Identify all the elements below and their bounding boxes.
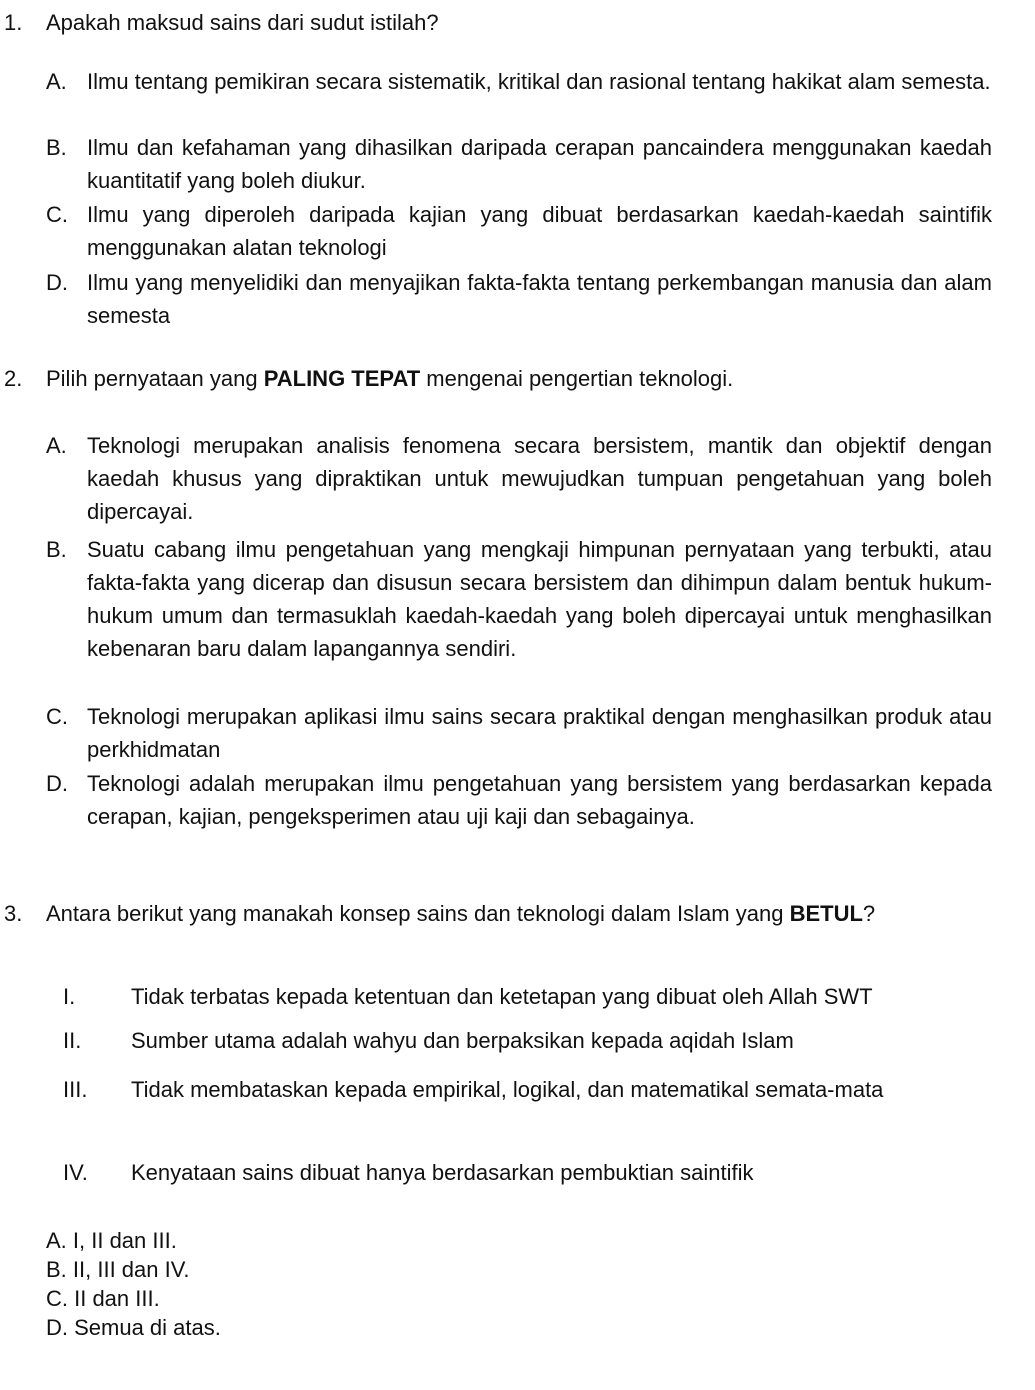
option-text: Teknologi merupakan analisis fenomena secara bersistem, mantik dan objektif dengan kaedah khusus yang dipraktikan untuk mewujudkan tumpuan pengetahuan yang boleh dipercayai. <box>87 433 992 524</box>
question-emphasis: PALING TEPAT <box>263 366 421 391</box>
statement-iv <box>63 1156 993 1189</box>
option-letter: A. <box>46 69 67 94</box>
option-text: Ilmu yang diperoleh daripada kajian yang dibuat berdasarkan kaedah-kaedah saintifik menggunakan alatan teknologi <box>87 202 992 260</box>
question-text <box>46 362 994 395</box>
statement-i <box>63 980 993 1013</box>
question-2 <box>4 362 994 395</box>
question-text-part: Antara berikut yang manakah konsep sains dan teknologi dalam Islam yang <box>46 901 784 926</box>
q1-option-a <box>46 65 992 98</box>
q2-option-d <box>46 767 992 833</box>
question-text <box>46 891 994 936</box>
statement-numeral: III. <box>63 1077 88 1102</box>
q2-option-a <box>46 429 992 528</box>
statement-text: Kenyataan sains dibuat hanya berdasarkan pembuktian saintifik <box>131 1160 754 1185</box>
question-number: 3. <box>4 901 23 926</box>
option-letter: B. <box>46 135 67 160</box>
answer-b: B. II, III dan IV. <box>46 1257 190 1282</box>
q2-option-c <box>46 700 992 766</box>
question-3 <box>4 891 994 936</box>
option-letter: D. <box>46 771 68 796</box>
option-text: Ilmu dan kefahaman yang dihasilkan daripada cerapan pancaindera menggunakan kaedah kuantitatif yang boleh diukur. <box>87 135 992 193</box>
statement-text: Sumber utama adalah wahyu dan berpaksikan kepada aqidah Islam <box>131 1028 794 1053</box>
statement-numeral: I. <box>63 984 76 1009</box>
option-letter: D. <box>46 270 68 295</box>
option-letter: B. <box>46 537 67 562</box>
option-text: Teknologi merupakan aplikasi ilmu sains secara praktikal dengan menghasilkan produk atau perkhidmatan <box>87 704 992 762</box>
option-letter: A. <box>46 433 67 458</box>
option-letter: C. <box>46 202 68 227</box>
question-text-part: mengenai pengertian teknologi. <box>420 366 734 391</box>
question-emphasis: BETUL <box>789 901 863 926</box>
statement-text: Tidak terbatas kepada ketentuan dan ketetapan yang dibuat oleh Allah SWT <box>131 984 873 1009</box>
q1-option-d <box>46 266 992 332</box>
q2-option-b <box>46 533 992 665</box>
q1-option-b <box>46 131 992 197</box>
statement-iii <box>63 1068 993 1112</box>
statement-text: Tidak membataskan kepada empirikal, logikal, dan matematikal semata-mata <box>131 1077 884 1102</box>
statement-numeral: II. <box>63 1028 82 1053</box>
question-number: 2. <box>4 366 23 391</box>
question-text: Apakah maksud sains dari sudut istilah? <box>46 10 439 35</box>
option-text: Ilmu yang menyelidiki dan menyajikan fakta-fakta tentang perkembangan manusia dan alam semesta <box>87 270 992 328</box>
option-text: Suatu cabang ilmu pengetahuan yang mengkaji himpunan pernyataan yang terbukti, atau fakta-fakta yang dicerap dan disusun secara bersistem dan dihimpun dalam bentuk hukum-hukum umum dan termasuklah kaedah-kaedah yang boleh dipercayai untuk menghasilkan kebenaran baru dalam lapangannya sendiri. <box>87 537 992 661</box>
statement-ii <box>63 1024 993 1057</box>
option-text: Ilmu tentang pemikiran secara sistematik, kritikal dan rasional tentang hakikat alam semesta. <box>87 69 991 94</box>
question-1 <box>4 6 994 39</box>
question-number: 1. <box>4 10 23 35</box>
answer-a: A. I, II dan III. <box>46 1228 177 1253</box>
statement-numeral: IV. <box>63 1160 88 1185</box>
answer-d: D. Semua di atas. <box>46 1315 221 1340</box>
q1-option-c <box>46 198 992 264</box>
question-text-part: Pilih pernyataan yang <box>46 366 264 391</box>
question-text-part: ? <box>862 901 876 926</box>
option-letter: C. <box>46 704 68 729</box>
answer-c: C. II dan III. <box>46 1286 160 1311</box>
option-text: Teknologi adalah merupakan ilmu pengetahuan yang bersistem yang berdasarkan kepada cerapan, kajian, pengeksperimen atau uji kaji dan sebagainya. <box>87 771 992 829</box>
